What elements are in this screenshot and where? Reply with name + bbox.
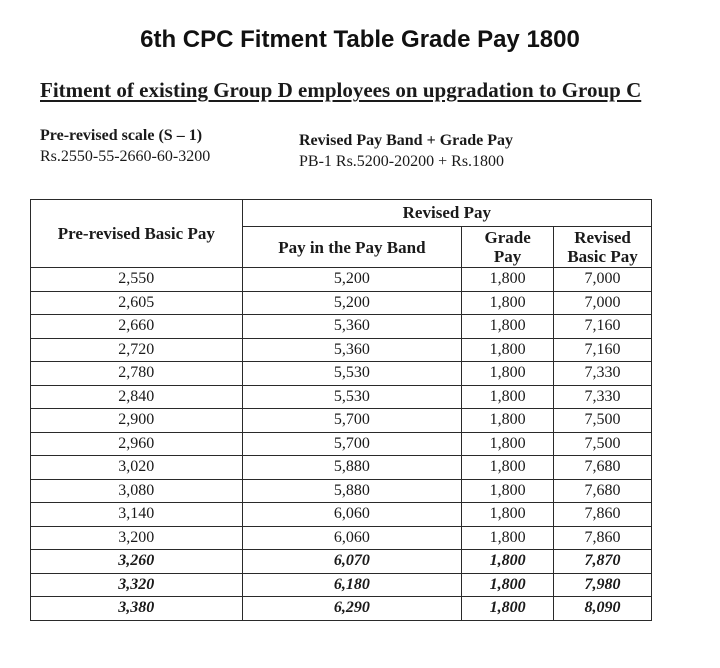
table-row — [31, 526, 652, 550]
table-row — [31, 409, 652, 433]
header-revised-pay: Revised Pay — [242, 200, 651, 227]
revised-pay-band-value: PB-1 Rs.5200-20200 + Rs.1800 — [299, 153, 505, 170]
cell-grade-pay: 1,800 — [462, 526, 554, 550]
cell-revised-basic-pay: 7,680 — [554, 479, 652, 503]
cell-grade-pay: 1,800 — [462, 409, 554, 433]
table-row — [31, 362, 652, 386]
cell-grade-pay: 1,800 — [462, 479, 554, 503]
cell-grade-pay: 1,800 — [462, 385, 554, 409]
cell-grade-pay: 1,800 — [462, 503, 554, 527]
cell-pay-in-pay-band: 5,200 — [242, 268, 462, 292]
header-pay-in-pay-band: Pay in the Pay Band — [242, 227, 462, 268]
cell-pre-revised-basic-pay: 2,900 — [31, 409, 243, 433]
table-row — [31, 338, 652, 362]
table-row — [31, 432, 652, 456]
cell-revised-basic-pay: 7,160 — [554, 315, 652, 339]
revised-pay-band — [299, 130, 513, 172]
page-title: 6th CPC Fitment Table Grade Pay 1800 — [140, 26, 580, 53]
table-row — [31, 503, 652, 527]
cell-grade-pay: 1,800 — [462, 550, 554, 574]
revised-pay-band-label: Revised Pay Band + Grade Pay — [299, 132, 514, 149]
fitment-table — [30, 199, 652, 621]
table-row — [31, 456, 652, 480]
pre-revised-scale-value: Rs.2550-55-2660-60-3200 — [40, 148, 211, 165]
cell-grade-pay: 1,800 — [462, 338, 554, 362]
cell-pay-in-pay-band: 5,360 — [242, 315, 462, 339]
cell-revised-basic-pay: 7,160 — [554, 338, 652, 362]
cell-pre-revised-basic-pay: 3,380 — [31, 597, 243, 621]
header-grade-pay — [462, 227, 554, 268]
cell-pre-revised-basic-pay: 2,550 — [31, 268, 243, 292]
cell-pre-revised-basic-pay: 2,780 — [31, 362, 243, 386]
cell-revised-basic-pay: 7,330 — [554, 362, 652, 386]
header-revised-basic-pay — [554, 227, 652, 268]
cell-pay-in-pay-band: 5,530 — [242, 385, 462, 409]
cell-pay-in-pay-band: 6,180 — [242, 573, 462, 597]
table-row — [31, 315, 652, 339]
fitment-table-body — [31, 268, 652, 621]
cell-revised-basic-pay: 7,680 — [554, 456, 652, 480]
cell-revised-basic-pay: 7,330 — [554, 385, 652, 409]
cell-grade-pay: 1,800 — [462, 362, 554, 386]
cell-pay-in-pay-band: 6,060 — [242, 526, 462, 550]
table-row — [31, 597, 652, 621]
cell-pre-revised-basic-pay: 3,260 — [31, 550, 243, 574]
cell-revised-basic-pay: 7,870 — [554, 550, 652, 574]
cell-grade-pay: 1,800 — [462, 268, 554, 292]
cell-pre-revised-basic-pay: 2,605 — [31, 291, 243, 315]
cell-pay-in-pay-band: 6,290 — [242, 597, 462, 621]
cell-pre-revised-basic-pay: 2,840 — [31, 385, 243, 409]
cell-grade-pay: 1,800 — [462, 597, 554, 621]
cell-grade-pay: 1,800 — [462, 456, 554, 480]
cell-revised-basic-pay: 7,500 — [554, 432, 652, 456]
cell-grade-pay: 1,800 — [462, 315, 554, 339]
cell-pre-revised-basic-pay: 2,720 — [31, 338, 243, 362]
header-revised-basic-pay-line2: Basic Pay — [567, 247, 638, 266]
header-grade-pay-line1: Grade — [484, 228, 531, 247]
cell-pre-revised-basic-pay: 3,320 — [31, 573, 243, 597]
page-subtitle: Fitment of existing Group D employees on upgradation to Group C — [40, 78, 642, 102]
cell-pre-revised-basic-pay: 3,200 — [31, 526, 243, 550]
cell-pay-in-pay-band: 5,200 — [242, 291, 462, 315]
cell-pay-in-pay-band: 5,880 — [242, 456, 462, 480]
cell-grade-pay: 1,800 — [462, 291, 554, 315]
cell-revised-basic-pay: 7,980 — [554, 573, 652, 597]
cell-revised-basic-pay: 7,860 — [554, 503, 652, 527]
cell-pay-in-pay-band: 5,700 — [242, 409, 462, 433]
table-row — [31, 385, 652, 409]
pre-revised-scale — [40, 125, 210, 167]
cell-grade-pay: 1,800 — [462, 573, 554, 597]
cell-revised-basic-pay: 7,000 — [554, 268, 652, 292]
cell-revised-basic-pay: 7,000 — [554, 291, 652, 315]
cell-pay-in-pay-band: 6,070 — [242, 550, 462, 574]
cell-revised-basic-pay: 7,860 — [554, 526, 652, 550]
header-pre-revised-basic-pay: Pre-revised Basic Pay — [31, 200, 243, 268]
header-grade-pay-line2: Pay — [493, 247, 522, 266]
header-revised-basic-pay-line1: Revised — [574, 228, 631, 247]
cell-pay-in-pay-band: 6,060 — [242, 503, 462, 527]
cell-pre-revised-basic-pay: 3,080 — [31, 479, 243, 503]
cell-pay-in-pay-band: 5,880 — [242, 479, 462, 503]
cell-revised-basic-pay: 8,090 — [554, 597, 652, 621]
cell-pre-revised-basic-pay: 3,020 — [31, 456, 243, 480]
cell-pre-revised-basic-pay: 2,660 — [31, 315, 243, 339]
cell-pre-revised-basic-pay: 2,960 — [31, 432, 243, 456]
table-row — [31, 550, 652, 574]
cell-pay-in-pay-band: 5,360 — [242, 338, 462, 362]
cell-revised-basic-pay: 7,500 — [554, 409, 652, 433]
table-row — [31, 479, 652, 503]
cell-pay-in-pay-band: 5,700 — [242, 432, 462, 456]
table-row — [31, 268, 652, 292]
pre-revised-scale-label: Pre-revised scale (S – 1) — [40, 127, 203, 144]
cell-pre-revised-basic-pay: 3,140 — [31, 503, 243, 527]
cell-pay-in-pay-band: 5,530 — [242, 362, 462, 386]
table-row — [31, 573, 652, 597]
table-row — [31, 291, 652, 315]
cell-grade-pay: 1,800 — [462, 432, 554, 456]
